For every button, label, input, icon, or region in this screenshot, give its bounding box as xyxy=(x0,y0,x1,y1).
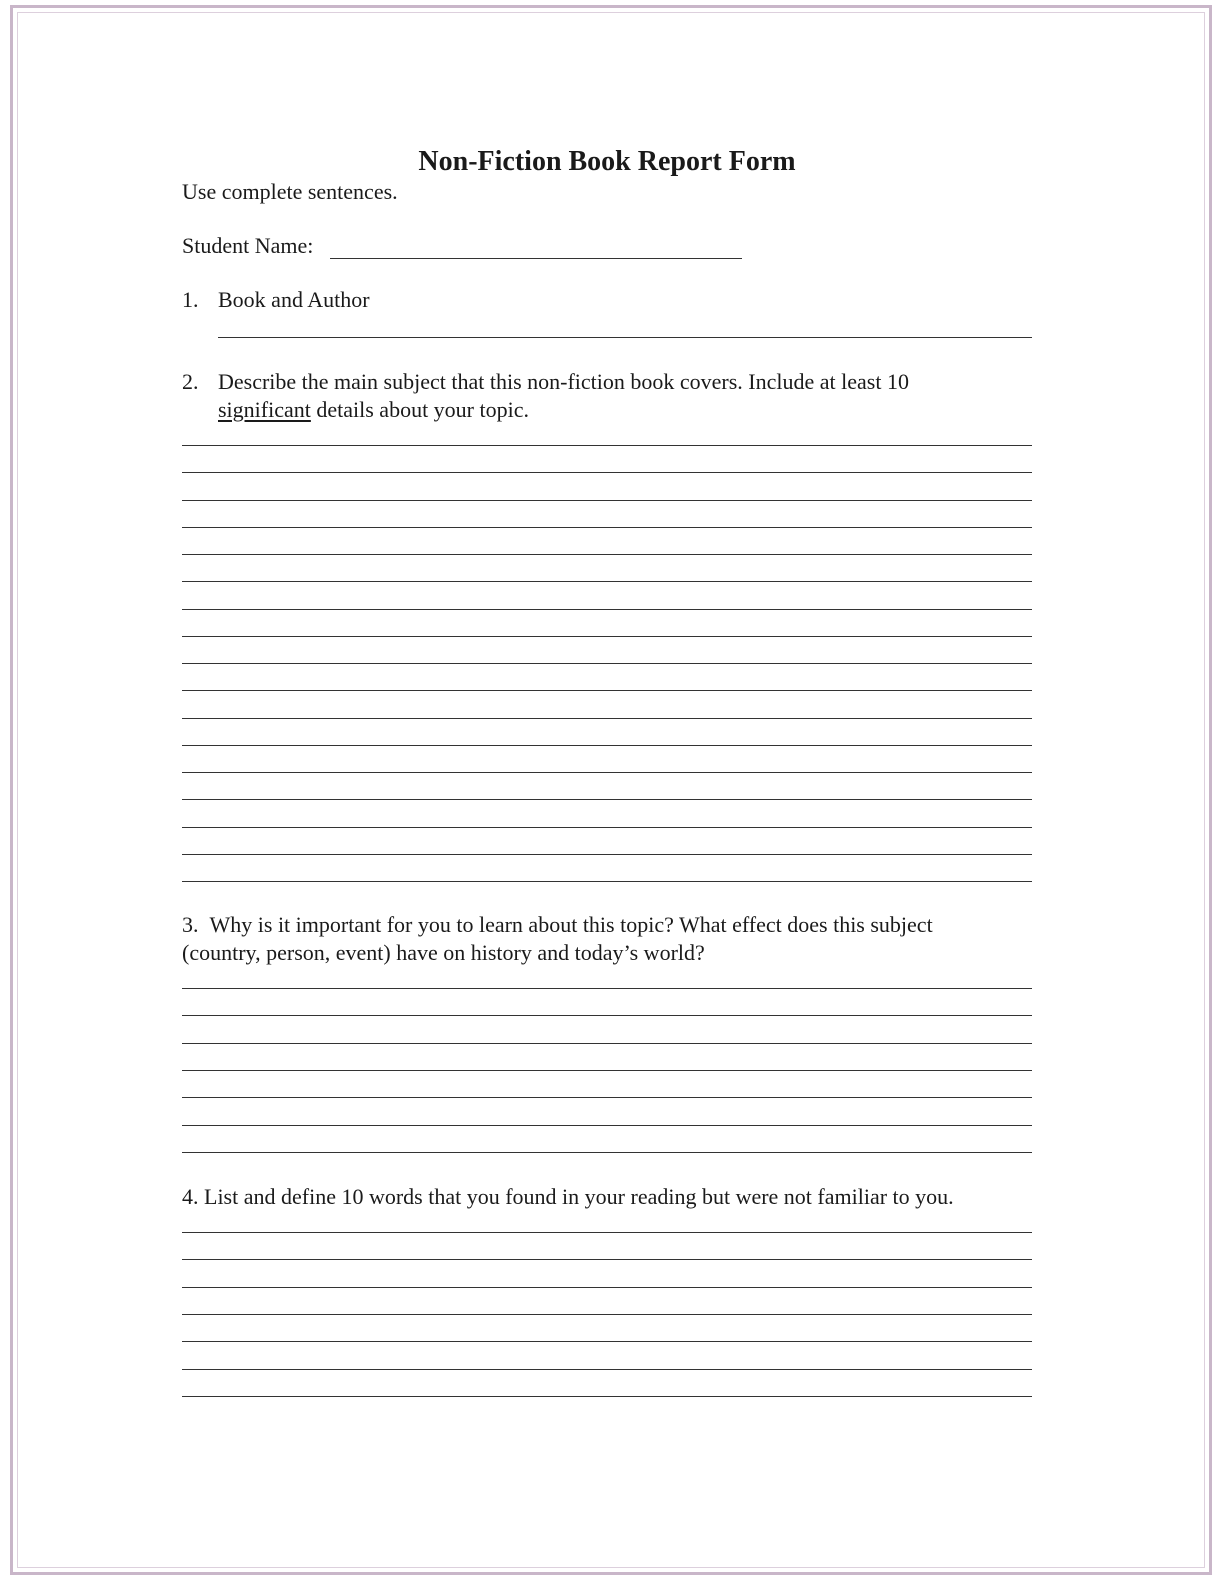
student-name-field[interactable] xyxy=(330,258,742,259)
q2-answer-line[interactable] xyxy=(182,799,1032,800)
q3-text-line1 xyxy=(182,911,933,939)
q2-number: 2. xyxy=(182,369,199,394)
q3-answer-line[interactable] xyxy=(182,1097,1032,1098)
q2-answer-line[interactable] xyxy=(182,554,1032,555)
q4-number: 4. xyxy=(182,1184,199,1209)
q4-answer-line[interactable] xyxy=(182,1396,1032,1397)
q2-answer-line[interactable] xyxy=(182,445,1032,446)
q3-answer-line[interactable] xyxy=(182,1043,1032,1044)
q4-answer-line[interactable] xyxy=(182,1314,1032,1315)
q2-answer-line[interactable] xyxy=(182,745,1032,746)
q4-answer-line[interactable] xyxy=(182,1259,1032,1260)
q1-answer-line[interactable] xyxy=(218,337,1032,338)
q2-answer-line[interactable] xyxy=(182,690,1032,691)
q1-number: 1. xyxy=(182,287,199,312)
q4-text-line1 xyxy=(182,1183,954,1211)
q3-answer-line[interactable] xyxy=(182,988,1032,989)
q2-answer-line[interactable] xyxy=(182,663,1032,664)
q3-text: Why is it important for you to learn about this topic? What effect does this subject xyxy=(209,912,933,937)
q3-answer-line[interactable] xyxy=(182,1125,1032,1126)
q3-answer-line[interactable] xyxy=(182,1070,1032,1071)
q2-answer-line[interactable] xyxy=(182,718,1032,719)
q4-text: List and define 10 words that you found in your reading but were not familiar to you. xyxy=(204,1184,954,1209)
q2-answer-line[interactable] xyxy=(182,881,1032,882)
q4-answer-line[interactable] xyxy=(182,1287,1032,1288)
q2-answer-line[interactable] xyxy=(182,527,1032,528)
q2-text-rest: details about your topic. xyxy=(310,397,529,422)
q2-answer-line[interactable] xyxy=(182,609,1032,610)
q2-answer-line[interactable] xyxy=(182,581,1032,582)
q4-answer-line[interactable] xyxy=(182,1369,1032,1370)
q3-answer-line[interactable] xyxy=(182,1015,1032,1016)
q4-answer-line[interactable] xyxy=(182,1341,1032,1342)
q2-text-line1: Describe the main subject that this non-fiction book covers. Include at least 10 xyxy=(218,369,909,394)
q1-text: Book and Author xyxy=(218,287,370,312)
q2-answer-line[interactable] xyxy=(182,472,1032,473)
q3-answer-line[interactable] xyxy=(182,1152,1032,1153)
q2-emphasis: significant xyxy=(218,397,311,422)
q2-answer-line[interactable] xyxy=(182,500,1032,501)
q2-answer-line[interactable] xyxy=(182,854,1032,855)
instructions: Use complete sentences. xyxy=(182,179,398,204)
q4-answer-line[interactable] xyxy=(182,1232,1032,1233)
q2-answer-line[interactable] xyxy=(182,827,1032,828)
q3-number: 3. xyxy=(182,912,199,937)
form-title: Non-Fiction Book Report Form xyxy=(418,146,796,177)
q3-text-line2: (country, person, event) have on history and today’s world? xyxy=(182,940,705,965)
student-name-label: Student Name: xyxy=(182,233,314,258)
q2-answer-line[interactable] xyxy=(182,772,1032,773)
q2-answer-line[interactable] xyxy=(182,636,1032,637)
q2-text-line2 xyxy=(218,396,529,424)
